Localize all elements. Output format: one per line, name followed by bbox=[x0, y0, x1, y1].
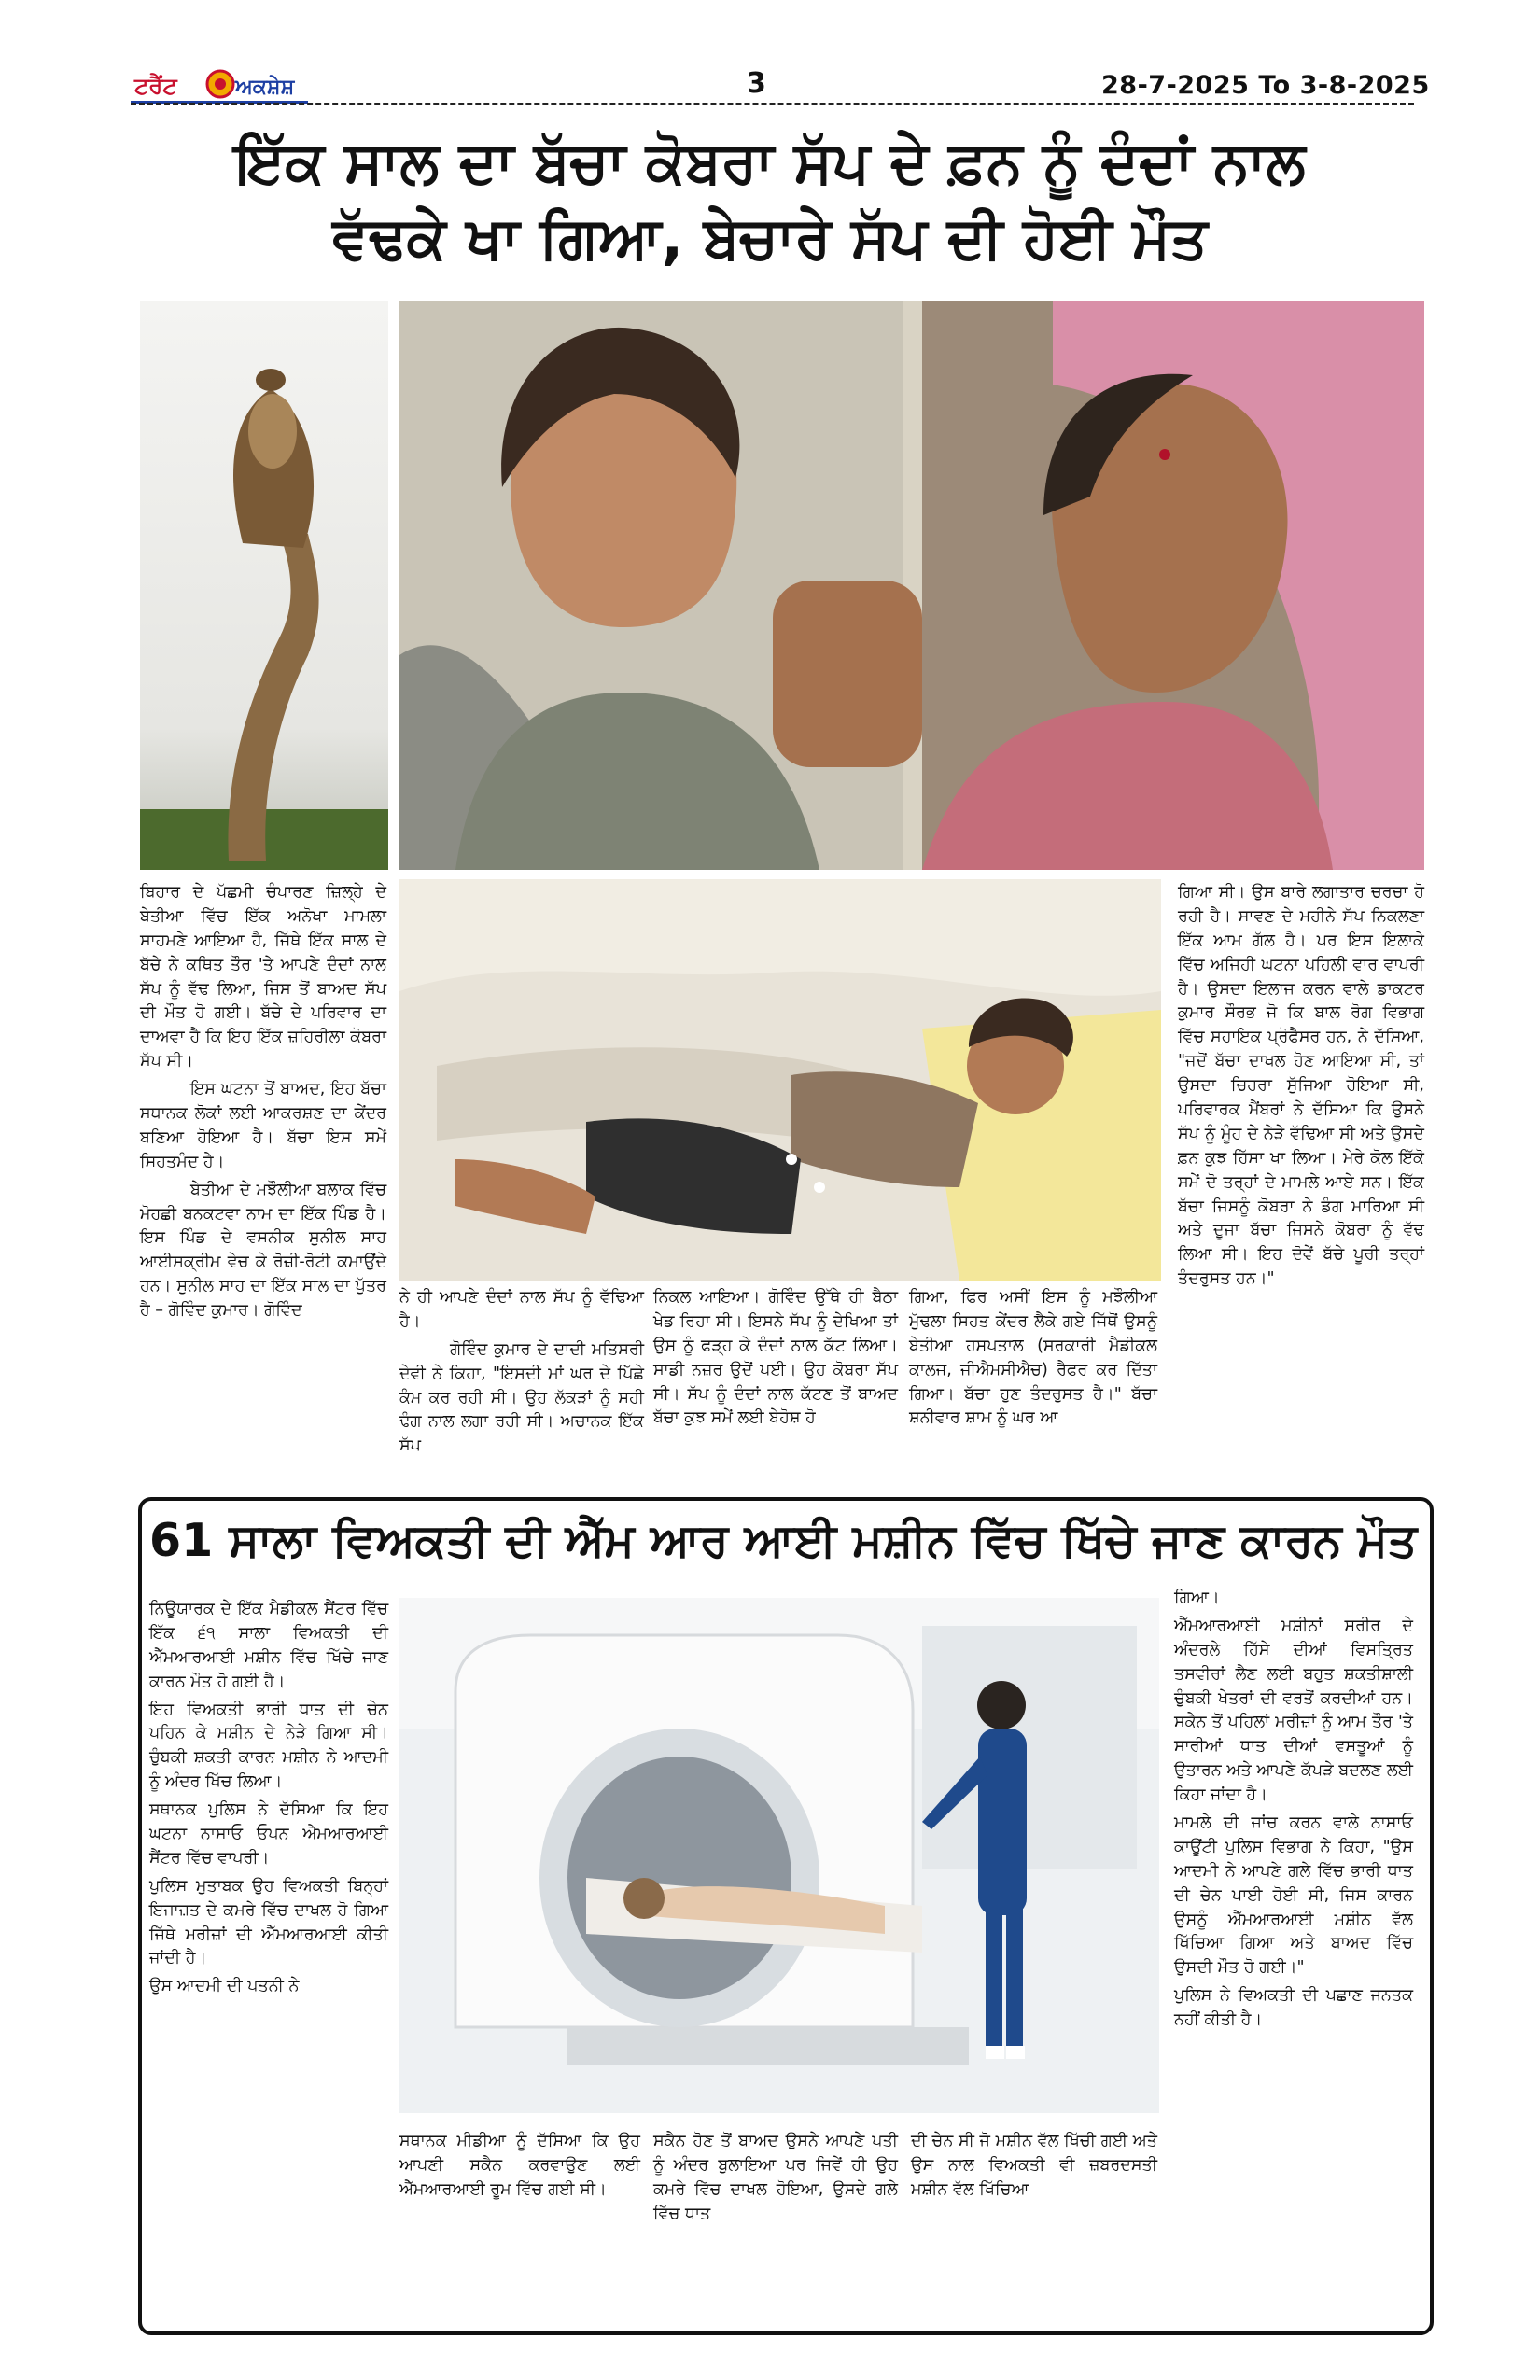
story1-col2-paragraph: ਗੋਵਿੰਦ ਕੁਮਾਰ ਦੇ ਦਾਦੀ ਮਤਿਸਰੀ ਦੇਵੀ ਨੇ ਕਿਹਾ, "ਇਸਦੀ ਮਾਂ ਘਰ ਦੇ ਪਿੱਛੇ ਕੰਮ ਕਰ ਰਹੀ ਸੀ। ਉਹ ਲੱਕੜਾਂ ਨੂੰ ਸਹੀ ਢੰਗ ਨਾਲ ਲਗਾ ਰਹੀ ਸੀ। ਅਚਾਨਕ ਇੱਕ ਸੱਪ bbox=[399, 1339, 644, 1456]
story2-right-paragraph: ਗਿਆ। bbox=[1174, 1589, 1220, 1607]
story1-column-5 bbox=[1178, 881, 1424, 1295]
story2-bottom-paragraph: ਦੀ ਚੇਨ ਸੀ ਜੋ ਮਸ਼ੀਨ ਵੱਲ ਖਿੱਚੀ ਗਈ ਅਤੇ ਉਸ ਨਾਲ ਵਿਅਕਤੀ ਵੀ ਜ਼ਬਰਦਸਤੀ ਮਸ਼ੀਨ ਵੱਲ ਖਿੱਚਿਆ bbox=[911, 2132, 1157, 2199]
story1-col1-paragraph: ਬਿਹਾਰ ਦੇ ਪੱਛਮੀ ਚੰਪਾਰਣ ਜ਼ਿਲ੍ਹੇ ਦੇ ਬੇਤੀਆ ਵਿੱਚ ਇੱਕ ਅਨੋਖਾ ਮਾਮਲਾ ਸਾਹਮਣੇ ਆਇਆ ਹੈ, ਜਿੱਥੇ ਇੱਕ ਸਾਲ ਦੇ ਬੱਚੇ ਨੇ ਕਥਿਤ ਤੌਰ 'ਤੇ ਆਪਣੇ ਦੰਦਾਂ ਨਾਲ ਸੱਪ ਨੂੰ ਵੱਢ ਲਿਆ, ਜਿਸ ਤੋਂ ਬਾਅਦ ਸੱਪ ਦੀ ਮੌਤ ਹੋ ਗਈ। ਬੱਚੇ ਦੇ ਪਰਿਵਾਰ ਦਾ ਦਾਅਵਾ ਹੈ ਕਿ ਇਹ ਇੱਕ ਜ਼ਹਿਰੀਲਾ ਕੋਬਰਾ ਸੱਪ ਸੀ। bbox=[140, 883, 386, 1071]
story2-left-paragraph: ਸਥਾਨਕ ਪੁਲਿਸ ਨੇ ਦੱਸਿਆ ਕਿ ਇਹ ਘਟਨਾ ਨਾਸਾਓ ਓਪਨ ਐਮਆਰਆਈ ਸੈਂਟਰ ਵਿੱਚ ਵਾਪਰੀ। bbox=[149, 1800, 388, 1868]
page-number: 3 bbox=[747, 67, 766, 100]
story1-col3-paragraph: ਨਿਕਲ ਆਇਆ। ਗੋਵਿੰਦ ਉੱਥੇ ਹੀ ਬੈਠਾ ਖੇਡ ਰਿਹਾ ਸੀ। ਇਸਨੇ ਸੱਪ ਨੂੰ ਦੇਖਿਆ ਤਾਂ ਉਸ ਨੂੰ ਫੜ੍ਹ ਕੇ ਦੰਦਾਂ ਨਾਲ ਕੱਟ ਲਿਆ। ਸਾਡੀ ਨਜ਼ਰ ਉਦੋਂ ਪਈ। ਉਹ ਕੋਬਰਾ ਸੱਪ ਸੀ। ਸੱਪ ਨੂੰ ਦੰਦਾਂ ਨਾਲ ਕੱਟਣ ਤੋਂ ਬਾਅਦ ਬੱਚਾ ਕੁਝ ਸਮੇਂ ਲਈ ਬੇਹੋਸ਼ ਹੋ bbox=[653, 1288, 898, 1428]
svg-text:ਅਕਸ਼ੇਸ਼: ਅਕਸ਼ੇਸ਼ bbox=[235, 76, 295, 99]
svg-text:ਟਰੈਂਟ: ਟਰੈਂਟ bbox=[134, 73, 177, 99]
story1-headline-line1: ਇੱਕ ਸਾਲ ਦਾ ਬੱਚਾ ਕੋਬਰਾ ਸੱਪ ਦੇ ਫ਼ਨ ਨੂੰ ਦੰਦਾਂ ਨਾਲ bbox=[234, 128, 1306, 196]
story2-bottom-paragraph: ਸਥਾਨਕ ਮੀਡੀਆ ਨੂੰ ਦੱਸਿਆ ਕਿ ਉਹ ਆਪਣੀ ਸਕੈਨ ਕਰਵਾਉਣ ਲਈ ਐੱਮਆਰਆਈ ਰੂਮ ਵਿੱਚ ਗਈ ਸੀ। bbox=[399, 2132, 640, 2199]
child-with-grandmother-photo bbox=[399, 301, 1424, 870]
child-in-hospital-photo bbox=[399, 879, 1161, 1281]
story1-col1-paragraph: ਬੇਤੀਆ ਦੇ ਮਝੌਲੀਆ ਬਲਾਕ ਵਿੱਚ ਮੋਹਛੀ ਬਨਕਟਵਾ ਨਾਮ ਦਾ ਇੱਕ ਪਿੰਡ ਹੈ। ਇਸ ਪਿੰਡ ਦੇ ਵਸਨੀਕ ਸੁਨੀਲ ਸਾਹ ਆਈਸਕ੍ਰੀਮ ਵੇਚ ਕੇ ਰੋਜ਼ੀ-ਰੋਟੀ ਕਮਾਉਂਦੇ ਹਨ। ਸੁਨੀਲ ਸਾਹ ਦਾ ਇੱਕ ਸਾਲ ਦਾ ਪੁੱਤਰ ਹੈ – ਗੋਵਿੰਦ ਕੁਮਾਰ। ਗੋਵਿੰਦ bbox=[140, 1180, 386, 1321]
story1-column-3 bbox=[653, 1286, 898, 1435]
issue-date-range: 28-7-2025 To 3-8-2025 bbox=[1101, 71, 1430, 100]
story2-right-paragraph: ਮਾਮਲੇ ਦੀ ਜਾਂਚ ਕਰਨ ਵਾਲੇ ਨਾਸਾਓ ਕਾਊਂਟੀ ਪੁਲਿਸ ਵਿਭਾਗ ਨੇ ਕਿਹਾ, "ਉਸ ਆਦਮੀ ਨੇ ਆਪਣੇ ਗਲੇ ਵਿੱਚ ਭਾਰੀ ਧਾਤ ਦੀ ਚੇਨ ਪਾਈ ਹੋਈ ਸੀ, ਜਿਸ ਕਾਰਨ ਉਸਨੂੰ ਐੱਮਆਰਆਈ ਮਸ਼ੀਨ ਵੱਲ ਖਿੱਚਿਆ ਗਿਆ ਅਤੇ ਬਾਅਦ ਵਿੱਚ ਉਸਦੀ ਮੌਤ ਹੋ ਗਈ।" bbox=[1174, 1813, 1413, 1978]
story1-col5-paragraph: ਗਿਆ ਸੀ। ਉਸ ਬਾਰੇ ਲਗਾਤਾਰ ਚਰਚਾ ਹੋ ਰਹੀ ਹੈ। ਸਾਵਣ ਦੇ ਮਹੀਨੇ ਸੱਪ ਨਿਕਲਣਾ ਇੱਕ ਆਮ ਗੱਲ ਹੈ। ਪਰ ਇਸ ਇਲਾਕੇ ਵਿੱਚ ਅਜਿਹੀ ਘਟਨਾ ਪਹਿਲੀ ਵਾਰ ਵਾਪਰੀ ਹੈ। ਉਸਦਾ ਇਲਾਜ ਕਰਨ ਵਾਲੇ ਡਾਕਟਰ ਕੁਮਾਰ ਸੌਰਭ ਜੋ ਕਿ ਬਾਲ ਰੋਗ ਵਿਭਾਗ ਵਿੱਚ ਸਹਾਇਕ ਪ੍ਰੋਫੈਸਰ ਹਨ, ਨੇ ਦੱਸਿਆ, "ਜਦੋਂ ਬੱਚਾ ਦਾਖਲ ਹੋਣ ਆਇਆ ਸੀ, ਤਾਂ ਉਸਦਾ ਚਿਹਰਾ ਸੁੱਜਿਆ ਹੋਇਆ ਸੀ, ਪਰਿਵਾਰਕ ਮੈਂਬਰਾਂ ਨੇ ਦੱਸਿਆ ਕਿ ਉਸਨੇ ਸੱਪ ਨੂੰ ਮੂੰਹ ਦੇ ਨੇੜੇ ਵੱਢਿਆ ਸੀ ਅਤੇ ਉਸਦੇ ਫ਼ਨ ਕੁਝ ਹਿੱਸਾ ਖਾ ਲਿਆ। ਮੇਰੇ ਕੋਲ ਇੱਕੋ ਸਮੇਂ ਦੋ ਤਰ੍ਹਾਂ ਦੇ ਮਾਮਲੇ ਆਏ ਸਨ। ਇੱਕ ਬੱਚਾ ਜਿਸਨੂੰ ਕੋਬਰਾ ਨੇ ਡੰਗ ਮਾਰਿਆ ਸੀ ਅਤੇ ਦੂਜਾ ਬੱਚਾ ਜਿਸਨੇ ਕੋਬਰਾ ਨੂੰ ਵੱਢ ਲਿਆ ਸੀ। ਇਹ ਦੋਵੇਂ ਬੱਚੇ ਪੂਰੀ ਤਰ੍ਹਾਂ ਤੰਦਰੁਸਤ ਹਨ।" bbox=[1178, 883, 1424, 1289]
story1-headline bbox=[103, 125, 1437, 275]
story1-column-4 bbox=[909, 1286, 1157, 1435]
story2-left-column bbox=[149, 1598, 388, 2003]
story2-bottom-column-2 bbox=[653, 2130, 898, 2231]
story2-right-paragraph: ਪੁਲਿਸ ਨੇ ਵਿਅਕਤੀ ਦੀ ਪਛਾਣ ਜਨਤਕ ਨਹੀਂ ਕੀਤੀ ਹੈ। bbox=[1174, 1986, 1413, 2030]
story2-headline: 61 ਸਾਲਾ ਵਿਅਕਤੀ ਦੀ ਐੱਮ ਆਰ ਆਈ ਮਸ਼ੀਨ ਵਿੱਚ ਖਿੱਚੇ ਜਾਣ ਕਾਰਨ ਮੌਤ bbox=[149, 1514, 1418, 1567]
story2-bottom-column-3 bbox=[911, 2130, 1157, 2206]
story1-col4-paragraph: ਗਿਆ, ਫਿਰ ਅਸੀਂ ਇਸ ਨੂੰ ਮਝੌਲੀਆ ਮੁੱਢਲਾ ਸਿਹਤ ਕੇਂਦਰ ਲੈਕੇ ਗਏ ਜਿੱਥੋਂ ਉਸਨੂੰ ਬੇਤੀਆ ਹਸਪਤਾਲ (ਸਰਕਾਰੀ ਮੈਡੀਕਲ ਕਾਲਜ, ਜੀਐਮਸੀਐਚ) ਰੈਫਰ ਕਰ ਦਿੱਤਾ ਗਿਆ। ਬੱਚਾ ਹੁਣ ਤੰਦਰੁਸਤ ਹੈ।" ਬੱਚਾ ਸ਼ਨੀਵਾਰ ਸ਼ਾਮ ਨੂੰ ਘਰ ਆ bbox=[909, 1288, 1157, 1428]
story2-right-column bbox=[1174, 1587, 1413, 2037]
story1-col2-paragraph: ਨੇ ਹੀ ਆਪਣੇ ਦੰਦਾਂ ਨਾਲ ਸੱਪ ਨੂੰ ਵੱਢਿਆ ਹੈ। bbox=[399, 1288, 644, 1331]
story2-bottom-column-1 bbox=[399, 2130, 640, 2206]
cobra-photo bbox=[140, 301, 388, 870]
story2-bottom-paragraph: ਸਕੈਨ ਹੋਣ ਤੋਂ ਬਾਅਦ ਉਸਨੇ ਆਪਣੇ ਪਤੀ ਨੂੰ ਅੰਦਰ ਬੁਲਾਇਆ ਪਰ ਜਿਵੇਂ ਹੀ ਉਹ ਕਮਰੇ ਵਿੱਚ ਦਾਖਲ ਹੋਇਆ, ਉਸਦੇ ਗਲੇ ਵਿੱਚ ਧਾਤ bbox=[653, 2132, 898, 2223]
story2-left-paragraph: ਉਸ ਆਦਮੀ ਦੀ ਪਤਨੀ ਨੇ bbox=[149, 1977, 300, 1996]
story2-right-paragraph: ਐੱਮਆਰਆਈ ਮਸ਼ੀਨਾਂ ਸਰੀਰ ਦੇ ਅੰਦਰਲੇ ਹਿੱਸੇ ਦੀਆਂ ਵਿਸਤ੍ਰਿਤ ਤਸਵੀਰਾਂ ਲੈਣ ਲਈ ਬਹੁਤ ਸ਼ਕਤੀਸ਼ਾਲੀ ਚੁੰਬਕੀ ਖੇਤਰਾਂ ਦੀ ਵਰਤੋਂ ਕਰਦੀਆਂ ਹਨ। ਸਕੈਨ ਤੋਂ ਪਹਿਲਾਂ ਮਰੀਜ਼ਾਂ ਨੂੰ ਆਮ ਤੌਰ 'ਤੇ ਸਾਰੀਆਂ ਧਾਤ ਦੀਆਂ ਵਸਤੂਆਂ ਨੂੰ ਉਤਾਰਨ ਅਤੇ ਆਪਣੇ ਕੱਪੜੇ ਬਦਲਣ ਲਈ ਕਿਹਾ ਜਾਂਦਾ ਹੈ। bbox=[1174, 1616, 1413, 1805]
story1-col1-paragraph: ਇਸ ਘਟਨਾ ਤੋਂ ਬਾਅਦ, ਇਹ ਬੱਚਾ ਸਥਾਨਕ ਲੋਕਾਂ ਲਈ ਆਕਰਸ਼ਣ ਦਾ ਕੇਂਦਰ ਬਣਿਆ ਹੋਇਆ ਹੈ। ਬੱਚਾ ਇਸ ਸਮੇਂ ਸਿਹਤਮੰਦ ਹੈ। bbox=[140, 1080, 386, 1171]
mri-machine-photo bbox=[399, 1598, 1159, 2113]
newspaper-logo bbox=[131, 63, 308, 106]
story2-left-paragraph: ਨਿਊਯਾਰਕ ਦੇ ਇੱਕ ਮੈਡੀਕਲ ਸੈਂਟਰ ਵਿੱਚ ਇੱਕ ੬੧ ਸਾਲਾ ਵਿਅਕਤੀ ਦੀ ਐੱਮਆਰਆਈ ਮਸ਼ੀਨ ਵਿੱਚ ਖਿੱਚੇ ਜਾਣ ਕਾਰਨ ਮੌਤ ਹੋ ਗਈ ਹੈ। bbox=[149, 1600, 388, 1691]
story1-column-1 bbox=[140, 881, 386, 1327]
story1-column-2 bbox=[399, 1286, 644, 1463]
masthead-divider bbox=[131, 103, 1414, 105]
story1-headline-line2: ਵੱਢਕੇ ਖਾ ਗਿਆ, ਬੇਚਾਰੇ ਸੱਪ ਦੀ ਹੋਈ ਮੌਤ bbox=[332, 203, 1208, 272]
story2-left-paragraph: ਇਹ ਵਿਅਕਤੀ ਭਾਰੀ ਧਾਤ ਦੀ ਚੇਨ ਪਹਿਨ ਕੇ ਮਸ਼ੀਨ ਦੇ ਨੇੜੇ ਗਿਆ ਸੀ। ਚੁੰਬਕੀ ਸ਼ਕਤੀ ਕਾਰਨ ਮਸ਼ੀਨ ਨੇ ਆਦਮੀ ਨੂੰ ਅੰਦਰ ਖਿੱਚ ਲਿਆ। bbox=[149, 1700, 388, 1792]
story2-left-paragraph: ਪੁਲਿਸ ਮੁਤਾਬਕ ਉਹ ਵਿਅਕਤੀ ਬਿਨ੍ਹਾਂ ਇਜਾਜ਼ਤ ਦੇ ਕਮਰੇ ਵਿੱਚ ਦਾਖਲ ਹੋ ਗਿਆ ਜਿੱਥੇ ਮਰੀਜ਼ਾਂ ਦੀ ਐੱਮਆਰਆਈ ਕੀਤੀ ਜਾਂਦੀ ਹੈ। bbox=[149, 1876, 388, 1968]
